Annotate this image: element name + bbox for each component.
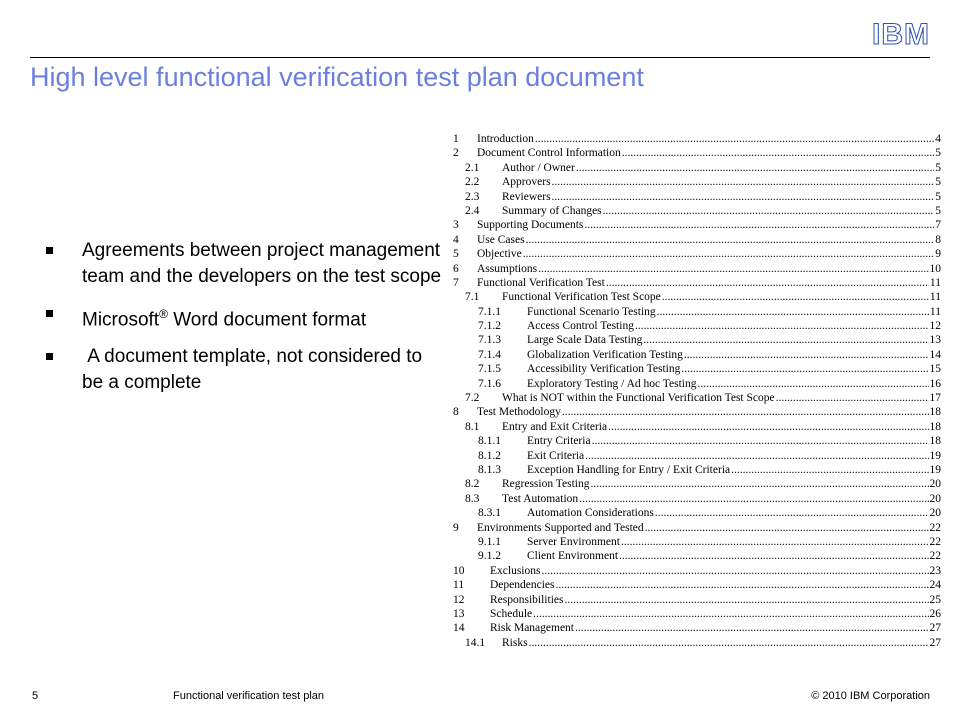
toc-dot-leader — [526, 233, 935, 247]
toc-entry — [453, 477, 941, 491]
bullet-list — [46, 238, 446, 407]
toc-dot-leader — [590, 477, 928, 491]
toc-entry — [453, 420, 941, 434]
toc-entry-number: 8.3 — [465, 492, 480, 505]
toc-entry — [453, 506, 941, 520]
toc-entry-title: Responsibilities — [490, 593, 564, 606]
toc-entry-number: 2.2 — [465, 176, 480, 189]
toc-entry-title: Accessibility Verification Testing — [527, 363, 681, 376]
toc-entry-page: 22 — [929, 521, 941, 534]
toc-dot-leader — [621, 535, 929, 549]
toc-entry-page: 8 — [935, 233, 941, 246]
bullet-square-icon — [46, 310, 53, 317]
toc-entry-page: 20 — [929, 478, 941, 491]
toc-entry-number: 7.1.3 — [478, 334, 501, 347]
bullet-text: Microsoft — [82, 309, 160, 331]
toc-dot-leader — [622, 146, 935, 160]
toc-entry-title: Use Cases — [477, 233, 525, 246]
toc-entry-number: 8.1.3 — [478, 463, 501, 476]
header-rule — [30, 57, 930, 58]
toc-entry-page: 27 — [929, 622, 941, 635]
toc-entry — [453, 190, 941, 204]
toc-entry-page: 5 — [935, 161, 941, 174]
toc-entry — [453, 161, 941, 175]
toc-entry-page: 23 — [929, 564, 941, 577]
toc-dot-leader — [576, 161, 934, 175]
toc-entry-title: Environments Supported and Tested — [477, 521, 644, 534]
toc-entry-number: 8.2 — [465, 478, 480, 491]
toc-entry — [453, 247, 941, 261]
toc-entry-title: Introduction — [477, 133, 534, 145]
toc-entry-number: 8.1.1 — [478, 435, 501, 448]
toc-entry-title: Document Control Information — [477, 147, 621, 160]
toc-entry — [453, 132, 941, 146]
toc-entry-page: 22 — [929, 535, 941, 548]
toc-entry-title: Supporting Documents — [477, 219, 584, 232]
toc-entry-page: 7 — [935, 219, 941, 232]
toc-entry — [453, 305, 941, 319]
toc-dot-leader — [681, 362, 928, 376]
toc-entry-page: 17 — [929, 392, 941, 405]
toc-entry-title: Dependencies — [490, 579, 555, 592]
table-of-contents — [453, 132, 941, 650]
toc-dot-leader — [684, 348, 929, 362]
toc-entry-title: Author / Owner — [502, 161, 575, 174]
toc-entry-title: Exit Criteria — [527, 449, 585, 462]
toc-entry — [453, 290, 941, 304]
toc-entry-title: Schedule — [490, 607, 533, 620]
toc-entry-page: 20 — [929, 507, 941, 520]
bullet-square-icon — [46, 247, 53, 254]
toc-entry-title: Summary of Changes — [502, 204, 602, 217]
toc-entry-number: 7.1.6 — [478, 377, 501, 390]
toc-entry-title: Test Automation — [502, 492, 579, 505]
toc-entry-page: 24 — [929, 579, 941, 592]
slide-title: High level functional verification test plan document — [30, 62, 644, 92]
toc-entry-page: 18 — [929, 406, 941, 419]
toc-entry — [453, 377, 941, 391]
bullet-item — [46, 301, 446, 333]
toc-entry-number: 3 — [453, 219, 459, 232]
toc-dot-leader — [657, 305, 929, 319]
toc-entry — [453, 636, 941, 650]
toc-entry-title: Functional Scenario Testing — [527, 305, 656, 318]
toc-entry — [453, 463, 941, 477]
toc-dot-leader — [731, 463, 928, 477]
toc-entry-number: 12 — [453, 593, 465, 606]
toc-entry-number: 7.1.4 — [478, 348, 501, 361]
toc-dot-leader — [552, 190, 935, 204]
toc-entry — [453, 549, 941, 563]
footer-title: Functional verification test plan — [173, 690, 325, 702]
toc-dot-leader — [585, 449, 928, 463]
toc-dot-leader — [538, 262, 928, 276]
toc-entry-page: 9 — [935, 248, 941, 261]
toc-entry-page: 18 — [929, 435, 941, 448]
toc-entry — [453, 405, 941, 419]
toc-dot-leader — [698, 377, 929, 391]
ibm-logo: IBM — [872, 18, 930, 51]
toc-entry-title: Reviewers — [502, 190, 551, 203]
bullet-item — [46, 238, 446, 290]
toc-dot-leader — [603, 204, 935, 218]
toc-dot-leader — [523, 247, 935, 261]
toc-entry — [453, 578, 941, 592]
toc-entry — [453, 333, 941, 347]
toc-dot-leader — [643, 333, 928, 347]
toc-entry-title: Test Methodology — [477, 406, 561, 419]
toc-dot-leader — [776, 391, 929, 405]
toc-entry-page: 5 — [935, 147, 941, 160]
toc-entry — [453, 348, 941, 362]
toc-entry-page: 14 — [929, 348, 941, 361]
toc-entry-title: Globalization Verification Testing — [527, 348, 683, 361]
toc-entry-number: 7 — [453, 276, 459, 289]
toc-dot-leader — [575, 621, 929, 635]
toc-entry — [453, 262, 941, 276]
toc-entry — [453, 218, 941, 232]
toc-entry-number: 2 — [453, 147, 459, 160]
toc-entry-page: 15 — [929, 363, 941, 376]
toc-entry-number: 2.3 — [465, 190, 480, 203]
toc-entry — [453, 362, 941, 376]
toc-dot-leader — [645, 521, 929, 535]
toc-dot-leader — [533, 607, 928, 621]
toc-entry-number: 10 — [453, 564, 465, 577]
toc-entry — [453, 521, 941, 535]
bullet-square-icon — [46, 353, 53, 360]
toc-entry-title: Regression Testing — [502, 478, 590, 491]
toc-entry-title: Entry Criteria — [527, 435, 591, 448]
toc-entry-title: Assumptions — [477, 262, 538, 275]
toc-entry-page: 19 — [929, 449, 941, 462]
toc-entry-title: Automation Considerations — [527, 507, 654, 520]
toc-entry — [453, 391, 941, 405]
toc-entry-number: 1 — [453, 133, 459, 145]
toc-entry-page: 20 — [929, 492, 941, 505]
toc-entry-number: 7.1.1 — [478, 305, 501, 318]
toc-dot-leader — [608, 420, 928, 434]
toc-entry-number: 2.1 — [465, 161, 480, 174]
toc-entry-title: Approvers — [502, 176, 551, 189]
toc-entry — [453, 276, 941, 290]
toc-entry-number: 5 — [453, 248, 459, 261]
toc-dot-leader — [552, 175, 935, 189]
toc-entry-page: 12 — [929, 320, 941, 333]
toc-entry-title: Risk Management — [490, 622, 574, 635]
toc-entry-number: 8.1.2 — [478, 449, 501, 462]
toc-dot-leader — [619, 549, 928, 563]
toc-entry-title: Exclusions — [490, 564, 541, 577]
toc-entry-number: 8 — [453, 406, 459, 419]
toc-entry — [453, 492, 941, 506]
footer-page-number: 5 — [32, 690, 39, 702]
toc-entry-title: Server Environment — [527, 535, 620, 548]
toc-entry — [453, 233, 941, 247]
toc-entry-number: 7.2 — [465, 392, 480, 405]
toc-entry-number: 14.1 — [465, 636, 486, 649]
toc-entry-page: 11 — [929, 291, 941, 304]
toc-entry-page: 27 — [929, 636, 941, 649]
toc-entry-title: Risks — [502, 636, 528, 649]
toc-dot-leader — [584, 218, 934, 232]
toc-entry-page: 13 — [929, 334, 941, 347]
toc-dot-leader — [535, 132, 934, 146]
toc-entry-number: 9.1.2 — [478, 550, 501, 563]
toc-entry-page: 18 — [929, 420, 941, 433]
toc-entry-page: 10 — [929, 262, 941, 275]
toc-entry-number: 9.1.1 — [478, 535, 501, 548]
toc-entry-page: 11 — [929, 305, 941, 318]
toc-entry-number: 11 — [453, 579, 465, 592]
toc-dot-leader — [579, 492, 928, 506]
toc-entry-number: 14 — [453, 622, 465, 635]
toc-entry-number: 2.4 — [465, 204, 480, 217]
toc-entry — [453, 593, 941, 607]
toc-entry-page: 19 — [929, 463, 941, 476]
toc-entry-page: 5 — [935, 190, 941, 203]
toc-entry-number: 7.1.2 — [478, 320, 501, 333]
toc-entry-number: 6 — [453, 262, 459, 275]
toc-entry-number: 9 — [453, 521, 459, 534]
toc-entry-number: 13 — [453, 607, 465, 620]
toc-entry-number: 7.1.5 — [478, 363, 501, 376]
toc-entry-title: Access Control Testing — [527, 320, 634, 333]
toc-entry — [453, 535, 941, 549]
toc-dot-leader — [564, 593, 928, 607]
toc-entry-number: 8.3.1 — [478, 507, 501, 520]
bullet-item — [46, 344, 446, 396]
toc-entry — [453, 607, 941, 621]
toc-entry-page: 16 — [929, 377, 941, 390]
toc-entry-title: Objective — [477, 248, 522, 261]
toc-entry-page: 4 — [935, 133, 941, 145]
toc-dot-leader — [541, 564, 928, 578]
toc-entry-page: 5 — [935, 204, 941, 217]
toc-entry — [453, 449, 941, 463]
bullet-text-after: Word document format — [167, 309, 367, 331]
toc-entry — [453, 175, 941, 189]
toc-dot-leader — [635, 319, 929, 333]
toc-dot-leader — [562, 405, 929, 419]
toc-dot-leader — [529, 636, 929, 650]
toc-entry-page: 5 — [935, 176, 941, 189]
toc-entry-title: Exception Handling for Entry / Exit Criteria — [527, 463, 731, 476]
bullet-text: Agreements between project management team and the developers on the test scope — [82, 240, 442, 287]
toc-entry-page: 26 — [929, 607, 941, 620]
toc-entry — [453, 319, 941, 333]
toc-entry-title: Client Environment — [527, 550, 619, 563]
toc-dot-leader — [655, 506, 929, 520]
toc-entry — [453, 204, 941, 218]
toc-dot-leader — [606, 276, 929, 290]
toc-entry — [453, 621, 941, 635]
toc-entry-page: 25 — [929, 593, 941, 606]
bullet-text: A document template, not considered to be a complete — [82, 346, 428, 394]
toc-entry-title: Large Scale Data Testing — [527, 334, 643, 347]
toc-dot-leader — [556, 578, 929, 592]
toc-entry-page: 11 — [929, 276, 941, 289]
toc-entry-page: 22 — [929, 550, 941, 563]
toc-entry-title: What is NOT within the Functional Verification Test Scope — [502, 392, 775, 405]
footer-copyright: © 2010 IBM Corporation — [811, 690, 930, 702]
toc-entry-number: 4 — [453, 233, 459, 246]
toc-dot-leader — [662, 290, 929, 304]
toc-entry-number: 7.1 — [465, 291, 480, 304]
toc-entry — [453, 146, 941, 160]
toc-entry — [453, 564, 941, 578]
toc-entry-title: Entry and Exit Criteria — [502, 420, 608, 433]
toc-entry-number: 8.1 — [465, 420, 480, 433]
toc-dot-leader — [592, 434, 929, 448]
toc-entry-title: Functional Verification Test Scope — [502, 291, 661, 304]
registered-mark: ® — [159, 307, 168, 321]
toc-entry — [453, 434, 941, 448]
toc-entry-title: Exploratory Testing / Ad hoc Testing — [527, 377, 697, 390]
toc-entry-title: Functional Verification Test — [477, 276, 605, 289]
